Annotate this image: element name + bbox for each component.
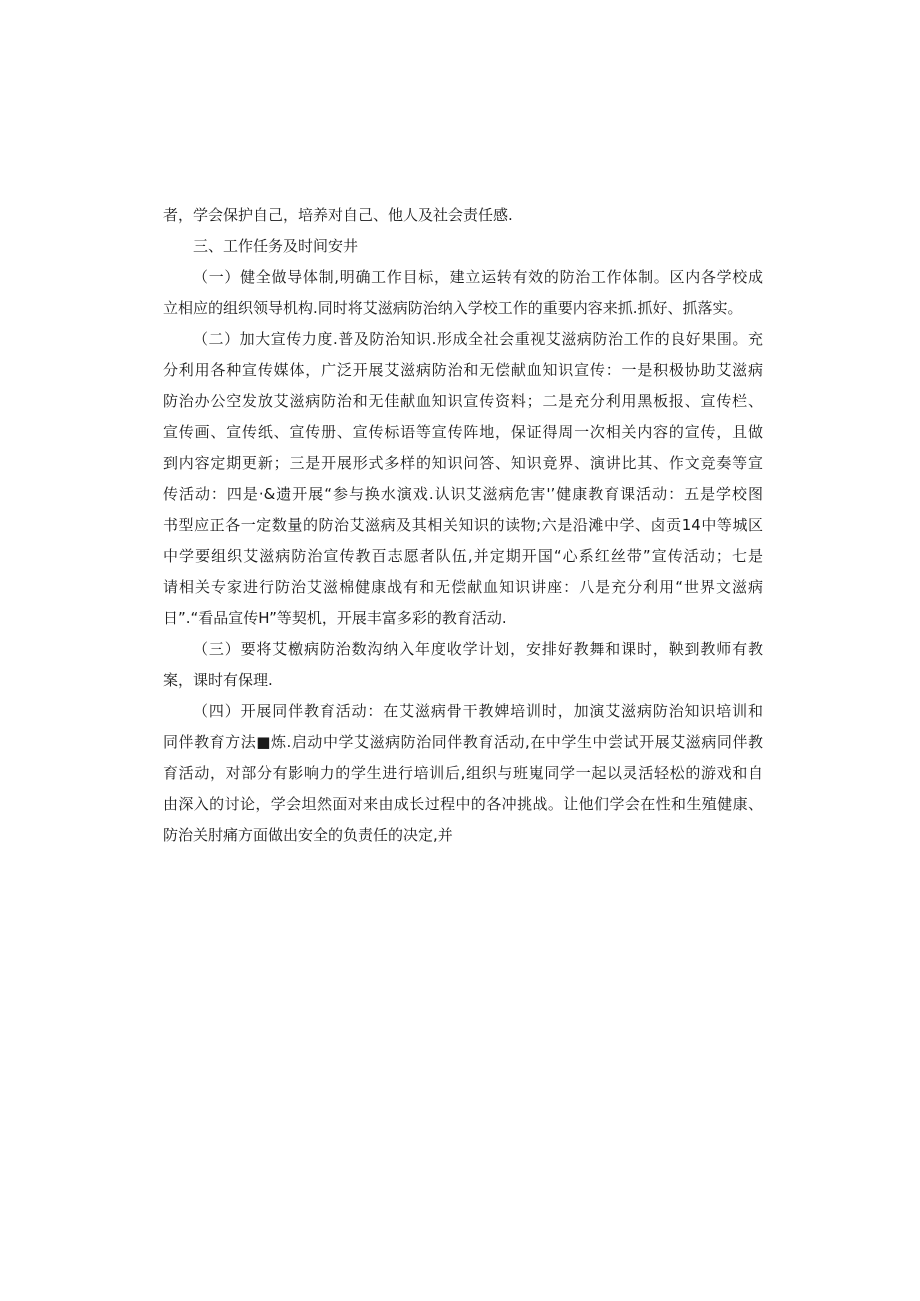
continuation-line: 者，学会保护自己，培养对自己、他人及社会责任感. (163, 206, 513, 224)
paragraph-line: 同伴教育方法■炼.启动中学艾滋病防治同伴教育活动,在中学生中尝试开展艾滋病同伴教 (163, 733, 763, 751)
paragraph-line: 请相关专家进行防治艾滋棉健康战有和无偿献血知识讲座：八是充分利用“世界文滋病 (163, 578, 763, 596)
paragraph-line: 书型应正各一定数量的防治艾滋病及其相关知识的读物;六是沿滩中学、卤贡14中等城区 (163, 516, 763, 534)
paragraph-1 (163, 262, 763, 324)
paragraph-line: 防治办公空发放艾滋病防治和无佳献血知识宣传资料；二是充分利用黑板报、宣传栏、 (163, 392, 763, 410)
paragraph-3 (163, 634, 763, 696)
paragraph-line: （三）要将艾檄病防治数沟纳入年度收学计划，安排好教舞和课时，鞅到教师有教 (193, 640, 763, 658)
paragraph-line: 中学要组织艾滋病防治宣传教百志愿者队伍,并定期开国“心系红丝带”宣传活动；七是 (163, 547, 763, 565)
paragraph-line: 分利用各种宣传媒体，广泛开展艾滋病防治和无偿献血知识宣传：一是积极协助艾滋病 (163, 361, 763, 379)
paragraph-2 (163, 324, 763, 634)
paragraph-line: 到内容定期更新；三是开展形式多样的知识问答、知识竟界、演讲比其、作文竞奏等宣 (163, 454, 763, 472)
paragraph-line: 日”.“看品宣传H”等契机，开展丰富多彩的教育活动. (163, 609, 507, 627)
paragraph-line: 传活动：四是·&遗开展“参与换水演戏.认识艾滋病危害'’健康教育课活动：五是学校图 (163, 485, 763, 503)
paragraph-line: 案，课时有保理. (163, 671, 273, 689)
paragraph-line: 立相应的组织领导机构.同时将艾滋病防治纳入学校工作的重要内容来抓.抓好、抓落实。 (163, 299, 743, 317)
paragraph-line: （一）健全做导体制,明确工作目标，建立运转有效的防治工作体制。区内各学校成 (193, 268, 763, 286)
section-heading: 三、工作任务及时间安井 (193, 237, 359, 255)
paragraph-line: 防治关肘痛方面做出安全的负责任的决定,并 (163, 826, 453, 844)
paragraph-4 (163, 696, 763, 851)
paragraph-line: 宣传画、宣传纸、宣传册、宣传标语等宣传阵地，保证得周一次相关内容的宣传，且做 (163, 423, 763, 441)
paragraph-line: 育活动，对部分有影响力的学生进行培训后,组织与班嵬同学一起以灵活轻松的游戏和自 (163, 764, 763, 782)
document-body (163, 200, 763, 851)
paragraph-line: （四）开展同伴教育活动：在艾滋病骨干教婢培训时，加演艾滋病防治知识培训和 (193, 702, 763, 720)
paragraph-line: （二）加大宣传力度.普及防治知识.形成全社会重视艾滋病防治工作的良好果围。充 (193, 330, 763, 348)
paragraph-line: 由深入的讨论，学会坦然面对来由成长过程中的各冲挑战。让他们学会在性和生殖健康、 (163, 795, 763, 813)
